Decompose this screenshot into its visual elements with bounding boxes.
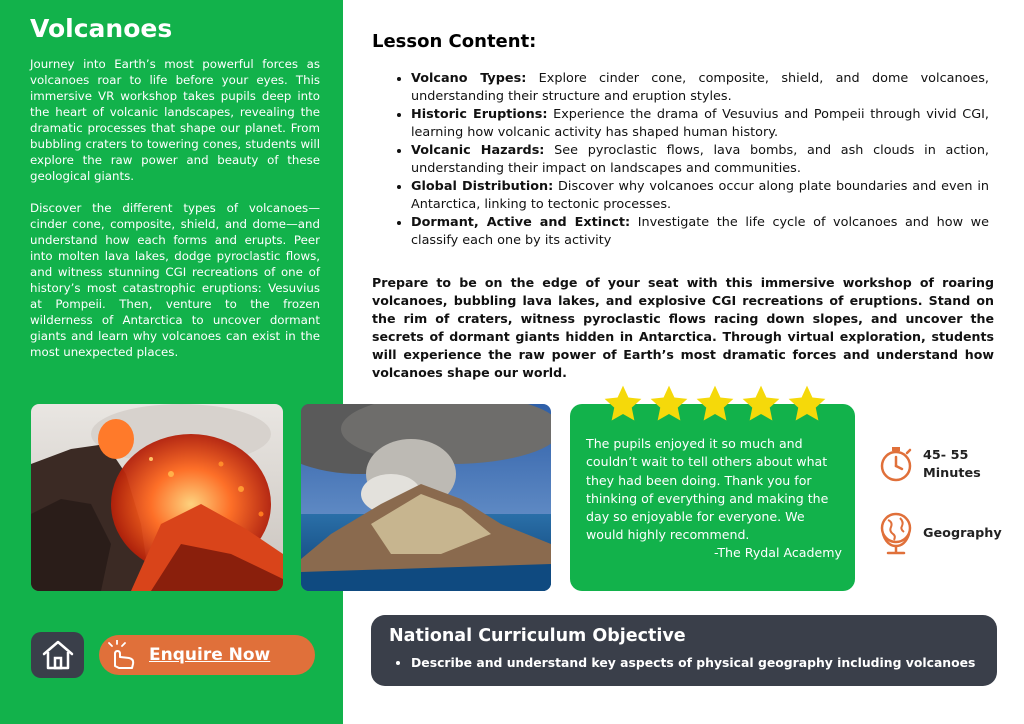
lesson-item-term: Global Distribution: [411, 179, 554, 194]
lesson-item-text: Investigate the life cycle of volcanoes and how we classify each one by its activity [411, 215, 989, 248]
home-icon [41, 639, 75, 671]
page-title: Volcanoes [30, 14, 173, 43]
curriculum-list [395, 655, 975, 670]
curriculum-heading: National Curriculum Objective [389, 626, 686, 646]
star-icon [740, 383, 782, 425]
lesson-item-text: Experience the drama of Vesuvius and Pompeii through vivid CGI, learning how volcanic activity has shaped human history. [411, 107, 989, 140]
lesson-item [411, 70, 989, 106]
lesson-content-list [395, 70, 989, 250]
stopwatch-icon [878, 445, 914, 483]
curriculum-panel [371, 615, 997, 686]
star-rating [602, 383, 832, 425]
star-icon [648, 383, 690, 425]
star-icon [786, 383, 828, 425]
duration-label: 45- 55 Minutes [923, 448, 981, 481]
lesson-item [411, 178, 989, 214]
star-icon [694, 383, 736, 425]
description-paragraph-1: Journey into Earth’s most powerful forces as volcanoes roar to life before your eyes. This immersive VR workshop takes pupils deep into the heart of volcanic landscapes, revealing the dramatic processes that shape our planet. From bubbling craters to towering cones, students will explore the raw power and beauty of these geological giants. [30, 57, 320, 183]
lesson-item [411, 142, 989, 178]
workshop-intro: Prepare to be on the edge of your seat with this immersive workshop of roaring volcanoes, bubbling lava lakes, and explosive CGI recreations of eruptions. Stand on the rim of craters, witness pyroclastic flows racing down slopes, and uncover the secrets of dormant giants hidden in Antarctica. Through virtual exploration, students will experience the raw power of Earth’s most dramatic forces and understand how volcanoes shape our world. [372, 275, 994, 380]
sidebar [0, 0, 343, 724]
lesson-item [411, 106, 989, 142]
enquire-now-label: Enquire Now [149, 645, 271, 665]
lesson-item-term: Dormant, Active and Extinct: [411, 215, 631, 230]
lava-eruption-photo [31, 404, 283, 591]
sidebar-description [30, 56, 320, 376]
description-paragraph-2: Discover the different types of volcanoes—cinder cone, composite, shield, and dome—and understand how each forms and erupts. Peer into molten lava lakes, dodge pyroclastic flows, and witness stunning CGI recreations of one of history’s most catastrophic eruptions: Vesuvius at Pompeii. Then, venture to the frozen wilderness of Antarctica to uncover dormant giants and learn why volcanoes can exist in the most unexpected places. [30, 201, 320, 359]
volcanic-island-photo [301, 404, 551, 591]
review-quote: The pupils enjoyed it so much and couldn’t wait to tell others about what they had been doing. Thank you for thinking of everything and making the day so enjoyable for everyone. We would highly recommend. [586, 436, 829, 543]
lesson-item [411, 214, 989, 250]
lesson-item-term: Volcano Types: [411, 71, 527, 86]
enquire-now-button[interactable] [99, 635, 315, 675]
lesson-item-term: Volcanic Hazards: [411, 143, 545, 158]
subject-label: Geography [923, 526, 1002, 541]
lesson-item-term: Historic Eruptions: [411, 107, 548, 122]
star-icon [602, 383, 644, 425]
lesson-item-text: Explore cinder cone, composite, shield, and dome volcanoes, understanding their structure and eruption styles. [411, 71, 989, 104]
lesson-content-heading: Lesson Content: [372, 31, 537, 52]
lesson-item-text: Discover why volcanoes occur along plate boundaries and even in Antarctica, linking to tectonic processes. [411, 179, 989, 212]
pointing-hand-icon [107, 640, 139, 670]
curriculum-item: • Describe and understand key aspects of physical geography including volcanoes [411, 655, 975, 670]
globe-icon [878, 510, 914, 556]
lesson-item-text: See pyroclastic flows, lava bombs, and ash clouds in action, understanding their impact on landscapes and communities. [411, 143, 989, 176]
home-button[interactable] [31, 632, 84, 678]
review-author: -The Rydal Academy [713, 545, 842, 560]
